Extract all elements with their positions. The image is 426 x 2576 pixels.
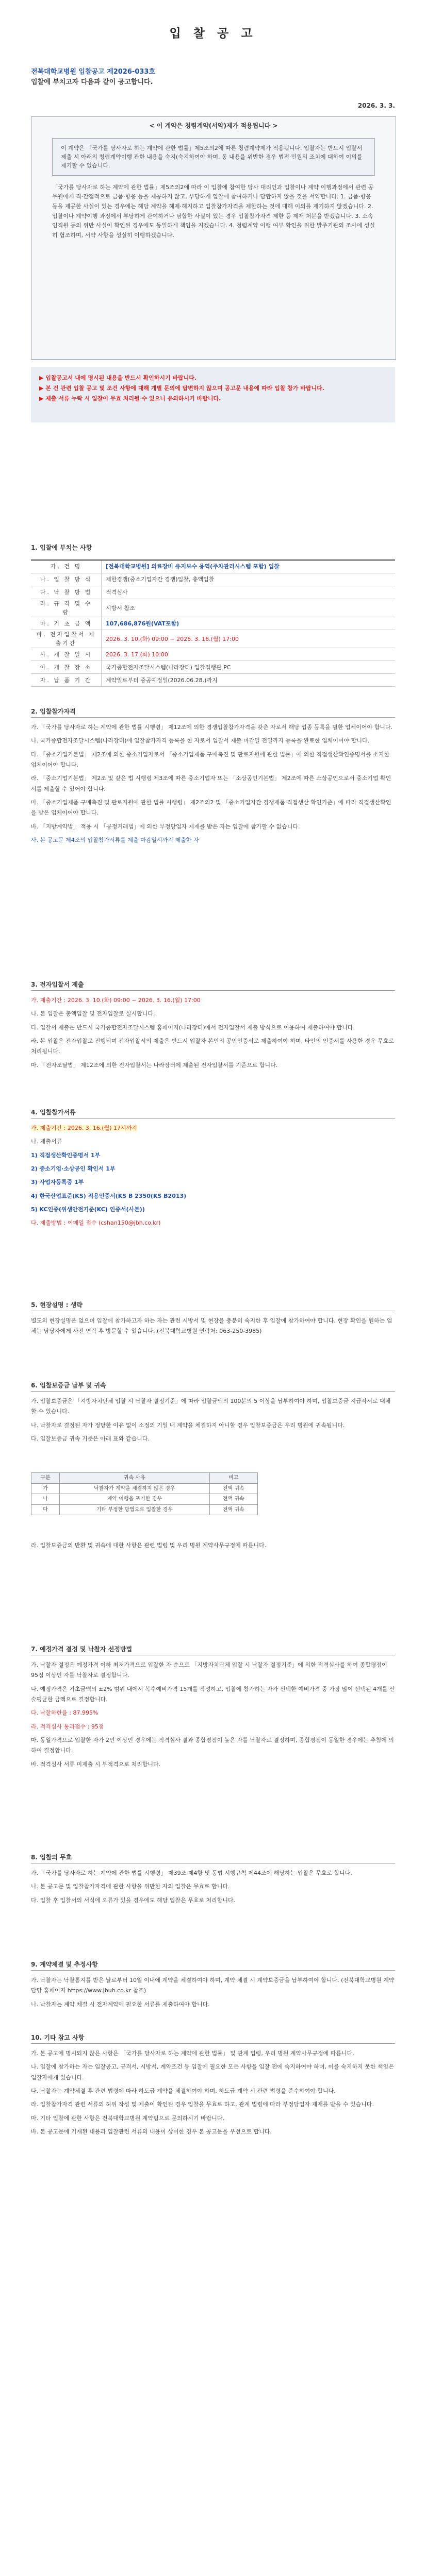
warning-line: ▶ 본 건 관련 입찰 공고 및 조건 사항에 대해 개별 문의에 답변하지 않으며 공고문 내용에 따라 입찰 참가 바랍니다. [39,384,324,392]
info-key: 마. 기 초 금 액 [31,617,102,630]
info-key: 바. 전자입찰서 제출기간 [31,630,102,648]
section-heading: 2. 입찰참가자격 [31,708,76,715]
paragraph: 다. 입찰 후 입찰서의 서식에 오류가 있을 경우에도 해당 입찰은 무효로 처리합니다. [31,1896,236,1904]
table-cell: 가 [31,1483,60,1494]
integrity-notice-body: 「국가를 당사자로 하는 계약에 관한 법률」제5조의2에 따라 이 입찰에 참여한 당사 대리인과 입찰이나 계약 이행과정에서 관련 공무원에게 직·간접적으로 금품·향응 등을 제공하지 않고, 부당하게 입찰에 참여하거나 담합하지 않을 것을 서약합니다. 1. 금품·향응 등을 제공한 사실이 있는 경우에는 해당 계약을 해제·해지하고 입찰참가자격을 제한하는 것에 대해 이의를 제기하지 않겠습니다. 2. 입찰이나 계약이행 과정에서 부당하게 관여하거나 담합한 사실이 있는 경우 입찰참가자격 제한 등 제재 처분을 받겠습니다. 3. 소속 임직원 등의 위반 사실이 확인된 경우에도 동일하게 책임을 지겠습니다. 4. 청렴계약 이행 여부 확인을 위한 발주기관의 조사에 성실히 협조하며, 서약 사항을 성실히 이행하겠습니다. [52,183,375,239]
paragraph: 라. 입찰보증금의 반환 및 귀속에 대한 사항은 관련 법령 및 우리 병원 계약사무규정에 따릅니다. [31,1542,267,1549]
paragraph: 나. 낙찰자로 결정된 자가 정당한 이유 없이 소정의 기일 내 계약을 체결하지 아니할 경우 입찰보증금은 우리 병원에 귀속됩니다. [31,1421,345,1429]
paragraph: 가. 입찰보증금은 「지방자치단체 입찰 시 낙찰자 결정기준」에 따라 입찰금액의 100분의 5 이상을 납부하여야 하며, 입찰보증금 지급각서로 대체할 수 있습니다. [31,1398,391,1415]
award-text [31,1660,395,1773]
paragraph: 사. 본 공고문 제4조의 입찰참가서류를 제출 마감일시까지 제출한 자 [31,837,199,844]
notice-header [31,67,395,88]
notice-date: 2026. 3. 3. [357,102,395,109]
integrity-notice-box [31,116,396,360]
table-cell: 전액 귀속 [209,1504,257,1515]
table-cell: 계약 이행을 포기한 경우 [60,1494,210,1505]
info-value: 2026. 3. 17.(화) 10:00 [102,648,396,661]
paragraph: 다. 제출방법 : 이메일 접수 (cshan150@jbh.co.kr) [31,1219,161,1227]
paragraph: 라. 본 입찰은 전자입찰로 진행되며 전자입찰서의 제출은 반드시 입찰자 본인의 공인인증서로 제출하여야 하며, 타인의 인증서를 사용한 경우 무효로 처리됩니다. [31,1038,394,1055]
documents-text [31,1123,395,1232]
info-value: 국가종합전자조달시스템(나라장터) 입찰집행관 PC [102,661,396,674]
deposit-extra [31,1540,395,1554]
section-heading: 3. 전자입찰서 제출 [31,981,84,988]
table-cell: 낙찰자가 계약을 체결하지 않은 경우 [60,1483,210,1494]
paragraph: 다. 낙찰자는 계약체결 후 관련 법령에 따라 하도급 계약을 체결하여야 하며, 하도급 계약 시 관련 법령을 준수하여야 합니다. [31,2088,336,2095]
table-row [31,1504,258,1515]
deposit-table [31,1472,258,1515]
info-key: 나. 입 찰 방 식 [31,573,102,586]
paragraph: 별도의 현장설명은 없으며 입찰에 참가하고자 하는 자는 관련 시방서 및 현장을 충분히 숙지한 후 입찰에 참가하여야 합니다. 현장 확인을 원하는 업체는 담당자에게 사전 연락 후 방문할 수 있습니다. (전북대학교병원 연락처: 063-250-3985) [31,1317,392,1335]
info-key: 다. 낙 찰 방 법 [31,586,102,599]
info-row [31,560,395,573]
table-cell: 전액 귀속 [209,1483,257,1494]
contract-text [31,1975,395,2013]
paragraph: 바. 적격심사 서류 미제출 시 부적격으로 처리합니다. [31,1760,161,1768]
section-heading: 6. 입찰보증금 납부 및 귀속 [31,1382,106,1389]
paragraph: 바. 본 공고문에 기재된 내용과 입찰관련 서류의 내용이 상이한 경우 본 공고문을 우선으로 합니다. [31,2128,272,2136]
invalid-text [31,1868,395,1909]
paragraph: 마. 기타 입찰에 관한 사항은 전북대학교병원 계약팀으로 문의하시기 바랍니다. [31,2114,224,2122]
paragraph: 나. 입찰에 참가하는 자는 입찰공고, 규격서, 시방서, 계약조건 등 입찰에 필요한 모든 사항을 입찰 전에 숙지하여야 하며, 이를 숙지하지 못한 책임은 입찰자에게 있습니다. [31,2063,394,2081]
section-heading: 5. 현장설명 : 생략 [31,1301,83,1309]
notice-number: 전북대학교병원 입찰공고 제2026-033호 [31,68,156,76]
site-briefing-text [31,1316,395,1340]
paragraph [31,1123,395,1133]
paragraph: 마. 동일가격으로 입찰한 자가 2인 이상인 경우에는 적격심사 결과 종합평점이 높은 자를 낙찰자로 결정하며, 종합평점이 동일한 경우에는 추첨에 의하여 결정합니다. [31,1737,394,1754]
paragraph: 다. 입찰보증금 귀속 기준은 아래 표와 같습니다. [31,1435,150,1443]
paragraph: 1) 직접생산확인증명서 1부 [31,1151,101,1159]
section-heading: 7. 예정가격 결정 및 낙찰자 선정방법 [31,1646,133,1653]
paragraph: 다. 「중소기업기본법」 제2조에 의한 중소기업자로서 「중소기업제품 구매촉진 및 판로지원에 관한 법률」에 의한 직접생산확인증명서를 소지한 업체이어야 합니다. [31,751,390,769]
info-row [31,674,395,687]
table-row [31,1483,258,1494]
section-heading: 10. 기타 참고 사항 [31,2034,85,2041]
info-key: 아. 개 찰 장 소 [31,661,102,674]
paragraph: 3) 사업자등록증 1부 [31,1179,84,1186]
info-value: 107,686,876원(VAT포함) [102,617,396,630]
paragraph: 나. 낙찰자는 계약 체결 시 전자계약에 필요한 서류를 제출하여야 합니다. [31,2001,210,2008]
qualification-text [31,722,395,849]
paragraph: 가. 「국가를 당사자로 하는 계약에 관한 법률 시행령」 제39조 제4항 및 동법 시행규칙 제44조에 해당하는 입찰은 무효로 합니다. [31,1870,352,1876]
warning-line: ▶ 입찰공고서 내에 명시된 내용을 반드시 확인하시기 바랍니다. [39,375,197,381]
section-divider [31,1391,395,1392]
misc-text [31,2048,395,2140]
section-heading: 9. 계약체결 및 추정사항 [31,1961,98,1968]
warning-line: ▶ 제출 서류 누락 시 입찰이 무효 처리될 수 있으니 유의하시기 바랍니다. [39,395,221,402]
section-divider [31,717,395,718]
bid-info-table [31,560,395,687]
info-value: 시방서 참조 [102,599,396,617]
paragraph: 나. 제출서류 [31,1138,62,1145]
page-title: 입 찰 공 고 [169,27,257,40]
paragraph: 마. 「전자조달법」 제12조에 의한 전자입찰서는 나라장터에 제출된 전자입찰서를 기준으로 합니다. [31,1061,278,1069]
paragraph: 가. 제출기간 : 2026. 3. 10.(화) 09:00 ~ 2026. 3. 16.(월) 17:00 [31,997,201,1004]
paragraph: 나. 본 입찰은 총액입찰 및 전자입찰로 실시합니다. [31,1010,155,1018]
table-cell: 다 [31,1504,60,1515]
paragraph: 나. 예정가격은 기초금액의 ±2% 범위 내에서 복수예비가격 15개를 작성하고, 입찰에 참가하는 자가 선택한 예비가격 중 가장 많이 선택된 4개를 산술평균한 금액으로 결정합니다. [31,1685,395,1703]
info-value: 제한경쟁(중소기업자간 경쟁)입찰, 총액입찰 [102,573,396,586]
paragraph: 가. 낙찰자는 낙찰통지를 받은 날로부터 10일 이내에 계약을 체결하여야 하며, 계약 체결 시 계약보증금을 납부하여야 합니다. (전북대학교병원 계약담당 홈페이지 https://www.jbuh.co.kr 참조) [31,1977,395,1994]
info-key: 라. 규 격 및 수 량 [31,599,102,617]
paragraph: 라. 「중소기업기본법」 제2조 및 같은 법 시행령 제3조에 따른 중소기업자 또는 「소상공인기본법」 제2조에 따른 소상공인으로서 중소기업 확인서를 제출할 수 있어야 합니다. [31,775,391,792]
section-heading: 1. 입찰에 부치는 사항 [31,544,92,551]
paragraph: 2) 중소기업·소상공인 확인서 1부 [31,1165,116,1173]
warning-box [31,367,395,422]
table-row [31,1494,258,1505]
paragraph: 나. 본 공고문 및 입찰참가자격에 관한 사항을 위반한 자의 입찰은 무효로 합니다. [31,1883,230,1890]
info-value: 계약일로부터 중공예정일(2026.06.28.)까지 [102,674,396,687]
paragraph: 4) 한국산업표준(KS) 적용인증서(KS B 2350(KS B2013) [31,1192,187,1199]
paragraph: 라. 적격심사 통과점수 : 95점 [31,1723,104,1730]
highlight: 가. 제출기간 : 2026. 3. 16.(월) 17시까지 [31,1125,137,1131]
section-divider [31,2043,395,2044]
info-row [31,599,395,617]
paragraph: 가. 본 공고에 명시되지 않은 사항은 「국가를 당사자로 하는 계약에 관한 법률」 및 관계 법령, 우리 병원 계약사무규정에 따릅니다. [31,2050,354,2057]
info-value: 2026. 3. 10.(화) 09:00 ~ 2026. 3. 16.(월) 17:00 [102,630,396,648]
table-cell: 전액 귀속 [209,1494,257,1505]
paragraph: 다. 입찰서 제출은 반드시 국가종합전자조달시스템 홈페이지(나라장터)에서 전자입찰서 제출 방식으로 이용하여 제출하여야 합니다. [31,1024,355,1031]
section-heading: 4. 입찰참가서류 [31,1109,76,1116]
paragraph: 바. 「지방계약법」 적용 시 「공정거래법」에 의한 부정당업자 제재를 받은 자는 입찰에 참가할 수 없습니다. [31,823,300,830]
paragraph: 다. 낙찰하한율 : 87.995% [31,1709,99,1717]
paragraph: 가. 「국가를 당사자로 하는 계약에 관한 법률 시행령」 제12조에 의한 경쟁입찰참가자격을 갖춘 자로서 해당 업종 등록을 필한 업체이어야 합니다. [31,724,392,731]
paragraph: 5) KC인증(위생안전기준(KC) 인증서(사본)) [31,1206,145,1213]
paragraph: 라. 입찰참가자격 관련 서류의 허위 작성 및 제출이 확인된 경우 입찰을 무효로 하고, 관계 법령에 따라 부정당업자 제재를 받을 수 있습니다. [31,2101,374,2108]
info-key: 자. 납 품 기 간 [31,674,102,687]
info-value: [전북대학교병원] 의료장비 유지보수 용역(주차관리시스템 포함) 입찰 [102,560,396,573]
paragraph: 마. 「중소기업제품 구매촉진 및 판로지원에 관한 법률 시행령」 제2조의2 및 「중소기업자간 경쟁제품 직접생산 확인기준」에 따라 직접생산확인을 받은 업체이어야 합니다. [31,799,391,817]
submission-text [31,995,395,1074]
table-header-cell: 귀속 사유 [60,1473,210,1484]
table-header-cell: 구분 [31,1473,60,1484]
section-heading: 8. 입찰의 무효 [31,1854,72,1861]
info-row [31,661,395,674]
integrity-notice-summary: 이 계약은 「국가를 당사자로 하는 계약에 관한 법률」제5조의2에 따른 청렴계약제가 적용됩니다. 입찰자는 반드시 입찰서 제출 시 아래의 청렴계약이행 관한 내용을 숙지(숙지하여야 하며, 동 내용을 위반한 경우 법적·민원의 조치에 대하여 이의를 제기할 수 없습니다. [52,138,375,176]
info-row [31,648,395,661]
paragraph: 가. 낙찰자 결정은 예정가격 이하 최저가격으로 입찰한 자 순으로 「지방자치단체 입찰 시 낙찰자 결정기준」에 의한 적격심사를 하여 종합평점이 95점 이상인 자를 낙찰자로 결정합니다. [31,1662,387,1679]
deposit-text [31,1396,395,1447]
paragraph: 나. 국가종합전자조달시스템(나라장터)에 입찰참가자격 등록을 한 자로서 입찰서 제출 마감일 전일까지 등록을 완료한 업체이어야 합니다. [31,737,370,744]
table-cell: 기타 부정한 방법으로 입찰한 경우 [60,1504,210,1515]
info-value: 적격심사 [102,586,396,599]
table-cell: 나 [31,1494,60,1505]
section-divider [31,990,395,991]
info-key: 가. 건 명 [31,560,102,573]
info-row [31,630,395,648]
info-row [31,617,395,630]
integrity-notice-title: < 이 계약은 청렴계약(서약)제가 적용됩니다 > [149,122,278,129]
section-divider [31,1970,395,1971]
table-header-cell: 비고 [209,1473,257,1484]
info-row [31,586,395,599]
notice-intro: 입찰에 부치고자 다음과 같이 공고합니다. [31,78,153,87]
info-row [31,573,395,586]
info-key: 사. 개 찰 일 시 [31,648,102,661]
